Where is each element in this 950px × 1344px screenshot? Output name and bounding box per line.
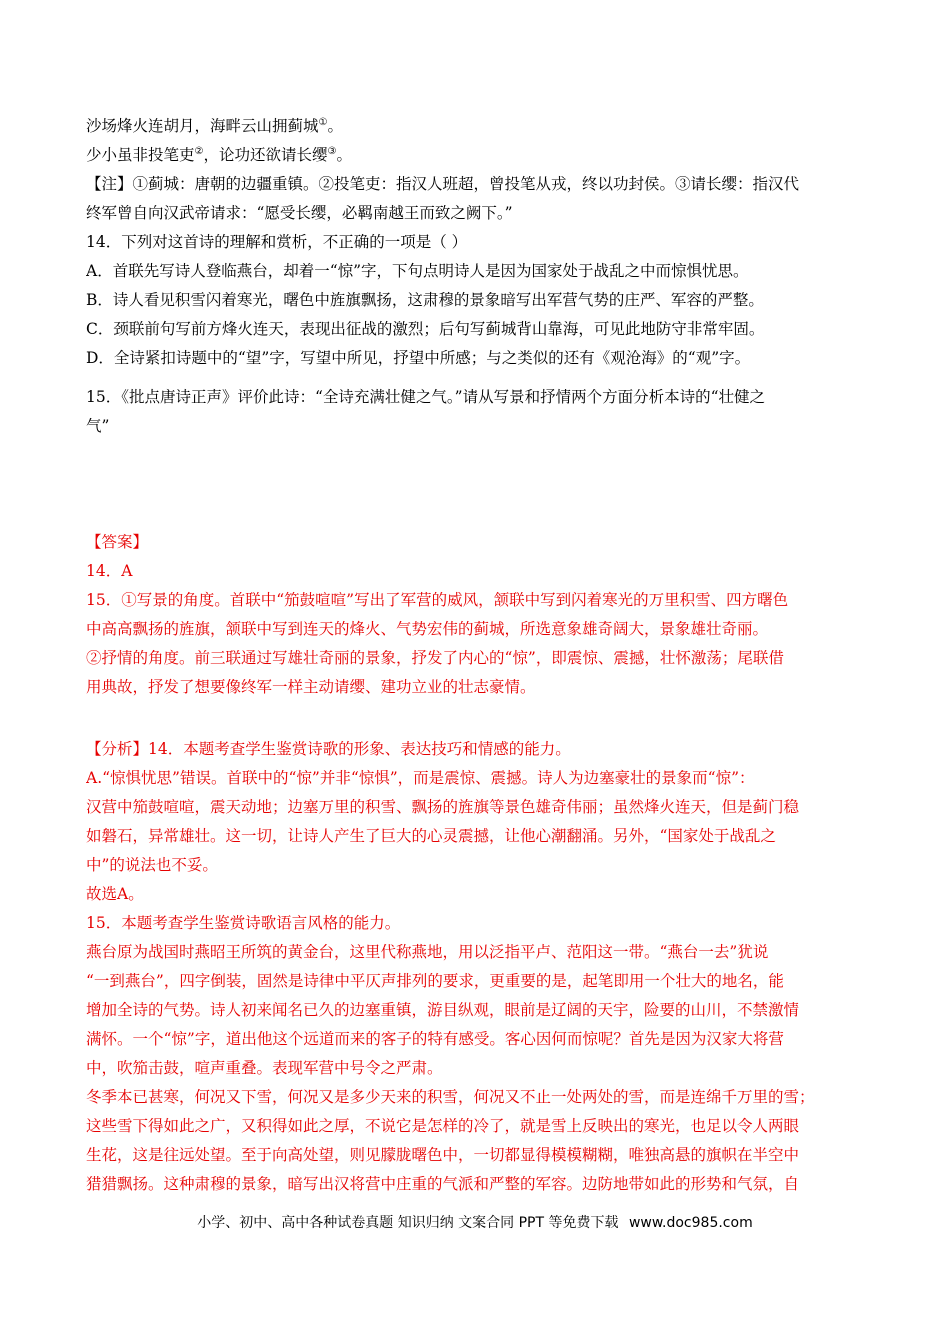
option-b: B．诗人看见积雪闪着寒光，曙色中旌旗飘扬，这肃穆的景象暗写出军营气势的庄严、军容的严整。 — [86, 291, 764, 309]
poem-line-2b: ，论功还欲请长缨 — [203, 146, 328, 164]
answer-block — [86, 528, 866, 702]
poem-line-1 — [86, 112, 866, 141]
question-14 — [86, 228, 866, 373]
analysis-line: 如磐石，异常雄壮。这一切，让诗人产生了巨大的心灵震撼，让他心潮翻涌。另外，“国家处于战乱之 — [86, 827, 776, 845]
analysis-line: 15．本题考查学生鉴赏诗歌语言风格的能力。 — [86, 914, 401, 932]
option-c: C．颈联前句写前方烽火连天，表现出征战的激烈；后句写蓟城背山靠海，可见此地防守非常牢固。 — [86, 320, 765, 338]
page-footer — [0, 1212, 950, 1232]
analysis-line: A.“惊惧忧思”错误。首联中的“惊”并非“惊惧”，而是震惊、震撼。诗人为边塞豪壮的景象而“惊”： — [86, 769, 755, 787]
analysis-line: 故选A。 — [86, 885, 144, 903]
answer-15-line: 用典故，抒发了想要像终军一样主动请缨、建功立业的壮志豪情。 — [86, 678, 536, 696]
analysis-line: 满怀。一个“惊”字，道出他这个远道而来的客子的特有感受。客心因何而惊呢？首先是因为汉家大将营 — [86, 1030, 784, 1048]
poem-block — [86, 112, 866, 170]
answer-15-line: ②抒情的角度。前三联通过写雄壮奇丽的景象，抒发了内心的“惊”，即震惊、震撼，壮怀激荡；尾联借 — [86, 649, 784, 667]
footer-link[interactable]: www.doc985.com — [628, 1215, 753, 1231]
question-15-line-1: 15．《批点唐诗正声》评价此诗：“全诗充满壮健之气。”请从写景和抒情两个方面分析本诗的“壮健之 — [86, 388, 765, 406]
analysis-line: 中”的说法也不妥。 — [86, 856, 218, 874]
answer-heading: 【答案】 — [86, 533, 149, 551]
analysis-line: 【分析】14．本题考查学生鉴赏诗歌的形象、表达技巧和情感的能力。 — [86, 740, 571, 758]
poem-line-2-end: 。 — [336, 146, 352, 164]
analysis-line: 燕台原为战国时燕昭王所筑的黄金台，这里代称燕地，用以泛指平卢、范阳这一带。“燕台一去”犹说 — [86, 943, 769, 961]
analysis-line: 生花，这是往远处望。至于向高处望，则见朦胧曙色中，一切都显得模模糊糊，唯独高悬的旗帜在半空中 — [86, 1146, 800, 1164]
poem-line-2a: 少小虽非投笔吏 — [86, 146, 195, 164]
answer-15-line: 中高高飘扬的旌旗，颔联中写到连天的烽火、气势宏伟的蓟城，所选意象雄奇阔大，景象雄壮奇丽。 — [86, 620, 769, 638]
analysis-line: 中，吹笳击鼓，喧声重叠。表现军营中号令之严肃。 — [86, 1059, 443, 1077]
footnote-mark-2: ② — [194, 145, 204, 157]
question-15 — [86, 383, 866, 441]
analysis-line: 汉营中笳鼓喧喧，震天动地；边塞万里的积雪、飘扬的旌旗等景色雄奇伟丽；虽然烽火连天，但是蓟门稳 — [86, 798, 800, 816]
footnote-mark-3: ③ — [327, 145, 337, 157]
analysis-block — [86, 735, 866, 1199]
analysis-line: 这些雪下得如此之广，又积得如此之厚，不说它是怎样的冷了，就是雪上反映出的寒光，也足以令人两眼 — [86, 1117, 800, 1135]
answer-14: 14．A — [86, 562, 133, 580]
option-d: D．全诗紧扣诗题中的“望”字，写望中所见，抒望中所感；与之类似的还有《观沧海》的“观”字。 — [86, 349, 751, 367]
question-15-line-2: 气” — [86, 417, 110, 435]
question-14-stem: 14．下列对这首诗的理解和赏析，不正确的一项是（ ） — [86, 233, 468, 251]
answer-15-line: 15．①写景的角度。首联中“笳鼓喧喧”写出了军营的威风，颔联中写到闪着寒光的万里积雪、四方曙色 — [86, 591, 789, 609]
note-block — [86, 170, 866, 228]
analysis-line: 增加全诗的气势。诗人初来闻名已久的边塞重镇，游目纵观，眼前是辽阔的天宇，险要的山川，不禁激情 — [86, 1001, 800, 1019]
analysis-line: “一到燕台”，四字倒装，固然是诗律中平仄声排列的要求，更重要的是，起笔即用一个壮大的地名，能 — [86, 972, 784, 990]
analysis-line: 猎猎飘扬。这种肃穆的景象，暗写出汉将营中庄重的气派和严整的军容。边防地带如此的形势和气氛，自 — [86, 1175, 800, 1193]
footnote-mark-1: ① — [318, 116, 328, 128]
footer-text: 小学、初中、高中各种试卷真题 知识归纳 文案合同 PPT 等免费下载 — [197, 1215, 619, 1231]
poem-line-1-end: 。 — [327, 117, 343, 135]
option-a: A．首联先写诗人登临燕台，却着一“惊”字，下句点明诗人是因为国家处于战乱之中而惊惧忧思。 — [86, 262, 749, 280]
poem-line-2 — [86, 141, 866, 170]
analysis-line: 冬季本已甚寒，何况又下雪，何况又是多少天来的积雪，何况又不止一处两处的雪，而是连绵千万里的雪； — [86, 1088, 815, 1106]
note-line-2: 终军曾自向汉武帝请求：“愿受长缨，必羁南越王而致之阙下。” — [86, 204, 513, 222]
note-line-1: 【注】①蓟城：唐朝的边疆重镇。②投笔吏：指汉人班超，曾投笔从戎，终以功封侯。③请长缨：指汉代 — [86, 175, 800, 193]
poem-line-1-text: 沙场烽火连胡月，海畔云山拥蓟城 — [86, 117, 319, 135]
